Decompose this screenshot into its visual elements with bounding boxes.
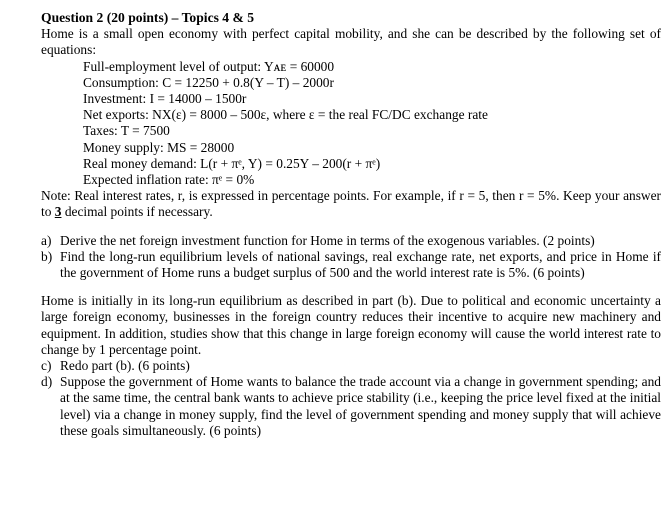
note-emphasis: 3 (54, 204, 62, 220)
equation-expected-inflation: Expected inflation rate: πᵉ = 0% (83, 172, 255, 188)
equation-investment: Investment: I = 14000 – 1500r (83, 91, 247, 107)
intro-paragraph: Home is a small open economy with perfect capital mobility, and she can be described by the following set of equations: (41, 26, 661, 58)
note-text-after: decimal points if necessary. (61, 204, 213, 220)
scenario-paragraph: Home is initially in its long-run equilibrium as described in part (b). Due to political and economic uncertainty a large foreign economy, businesses in the foreign country reduces their incentive to acquire new machinery and equipment. In addition, studies show that this change in large foreign economy will cause the world interest rate to change by 1 percentage point. (41, 293, 661, 357)
question-title: Question 2 (20 points) – Topics 4 & 5 (41, 10, 255, 25)
equation-list (41, 59, 661, 189)
question-label-d: d) (41, 374, 53, 390)
note-paragraph (41, 188, 661, 220)
note-text-before: Note: Real interest rates, r, is expressed in percentage points. For example, if r = 5, then r = 5%. Keep your answer to (41, 188, 661, 220)
question-label-a: a) (41, 232, 52, 248)
equation-net-exports: Net exports: NX(ε) = 8000 – 500ε, where ε = the real FC/DC exchange rate (83, 107, 488, 123)
question-text-b: Find the long-run equilibrium levels of national savings, real exchange rate, net exports, and price in Home if the government of Home runs a budget surplus of 500 and the world interest rate is 5%. (6 points) (60, 248, 661, 281)
question-text-d: Suppose the government of Home wants to balance the trade account via a change in government spending; and at the same time, the central bank wants to achieve price stability (i.e., keeping the price level fixed at the initial level) via a change in money supply, find the level of government spending and money supply that will achieve these goals simultaneously. (6 points) (60, 374, 661, 438)
question-list-1 (41, 233, 661, 282)
equation-money-demand: Real money demand: L(r + πᵉ, Y) = 0.25Y – 200(r + πᵉ) (83, 155, 381, 171)
question-list-2 (41, 358, 661, 439)
question-label-b: b) (41, 248, 53, 264)
question-label-c: c) (41, 358, 52, 374)
equation-output: Full-employment level of output: Yᴀᴇ = 60000 (83, 58, 335, 74)
question-item-d (41, 374, 661, 439)
question-text-a: Derive the net foreign investment function for Home in terms of the exogenous variables. (2 points) (60, 232, 595, 248)
equation-money-supply: Money supply: MS = 28000 (83, 139, 235, 155)
question-item-c (41, 358, 661, 374)
question-item-b (41, 249, 661, 281)
question-text-c: Redo part (b). (6 points) (60, 358, 190, 374)
question-item-a (41, 233, 661, 249)
equation-taxes: Taxes: T = 7500 (83, 123, 170, 139)
equation-consumption: Consumption: C = 12250 + 0.8(Y – T) – 2000r (83, 74, 334, 90)
